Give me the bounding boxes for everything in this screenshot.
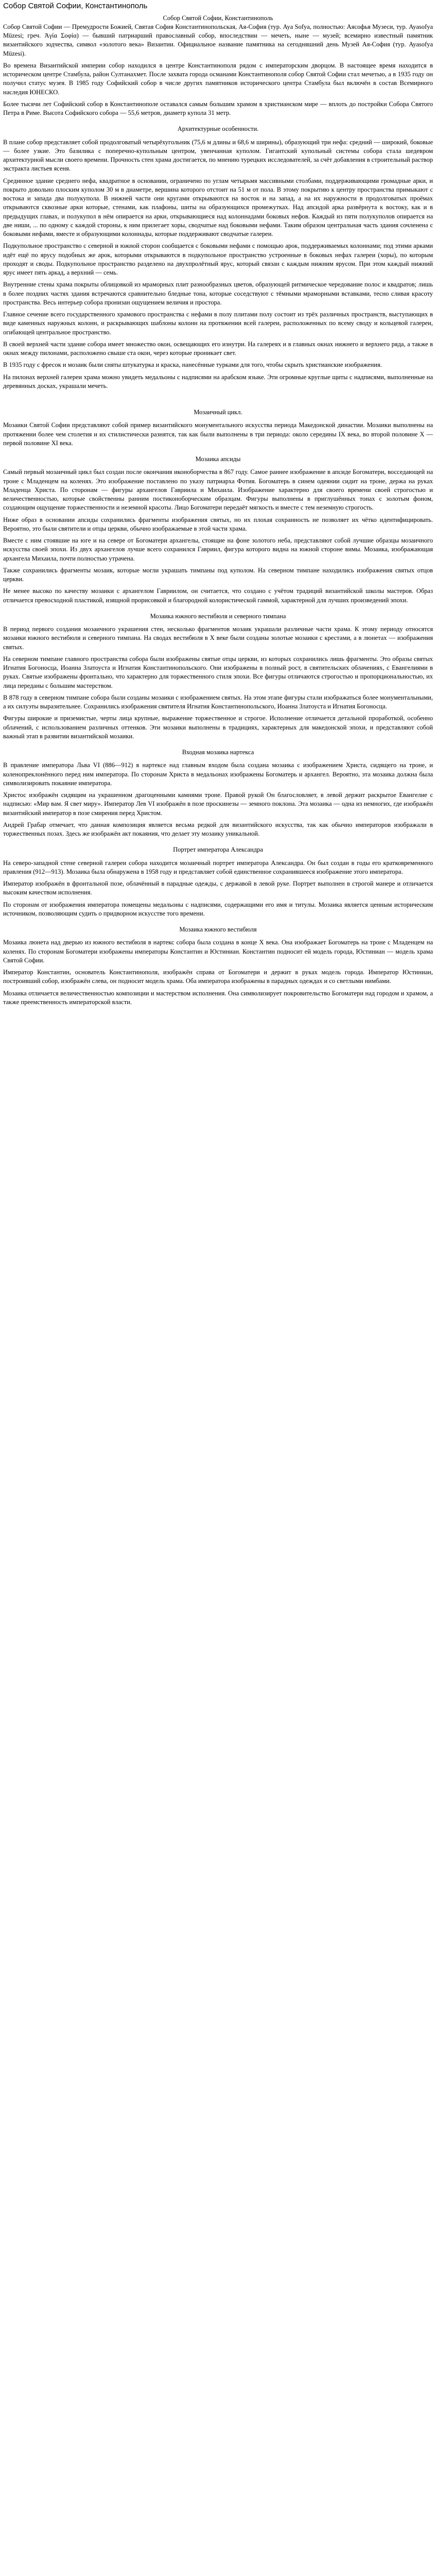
section-south-vestibule-mosaic: [3, 925, 433, 1007]
section-paragraph: На северном тимпане главного пространства собора были изображены святые отцы церкви, из которых сохранились лишь фрагменты. Это образы святых Игнатия Богоносца, Иоанна Златоуста и Игнатия Константинопольского. Они изображены в полный рост, в святительских облачениях, с Евангелиями в руках. Святые изображены фронтально, что характерно для торжественного стиля эпохи. Все фигуры отличаются строгостью и пропорциональностью, их лица переданы с большим мастерством.: [3, 655, 433, 689]
section-paragraph: В период первого создания мозаичного украшения стен, несколько фрагментов мозаик украшали различные части храма. К этому периоду относятся мозаики южного вестибюля и северного тимпана. На сводах вестибюля в X веке были созданы золотые мозаики с крестами, а в люнетах — изображения святых.: [3, 625, 433, 651]
section-paragraph: Император Константин, основатель Константинополя, изображён справа от Богоматери и держит в руках модель города. Император Юстиниан, построивший собор, изображён слева, он подносит модель храма. Оба императора изображены в парадных одеждах и со светлыми нимбами.: [3, 969, 433, 985]
section-paragraph: Также сохранились фрагменты мозаик, которые могли украшать тимпаны под куполом. На северном тимпане находились изображения святых отцов церкви.: [3, 566, 433, 583]
section-paragraph: Мозаика люнета над дверью из южного вестибюля в нартекс собора была создана в конце X века. Она изображает Богоматерь на троне с Младенцем на коленях. По сторонам Богоматери изображены императоры Константин и Юстиниан. Константин подносит ей модель города, Юстиниан — модель храма Святой Софии.: [3, 939, 433, 964]
section-paragraph: Император изображён в фронтальной позе, облачённый в парадные одежды, с державой в левой руке. Портрет выполнен в строгой манере и отличается высоким качеством исполнения.: [3, 880, 433, 896]
section-mosaic-cycle: [3, 408, 433, 448]
section-alexander-portrait: [3, 845, 433, 918]
section-title: Входная мозаика нартекса: [182, 749, 254, 756]
intro-paragraph: Во времена Византийской империи собор находился в центре Константинополя рядом с императорским дворцом. В настоящее время находится в историческом центре Стамбула, район Султанахмет. После захвата города османами Константинополя собор Святой Софии стал мечетью, а в 1935 году он получил статус музея. В 1985 году Софийский собор в числе других памятников исторического центра Стамбула был включён в состав Всемирного наследия ЮНЕСКО.: [3, 61, 433, 96]
section-paragraph: Вместе с ним стоявшие на юге и на севере от Богоматери архангелы, стоящие на фоне золотого неба, представляют собой лучшие образцы мозаичного искусства своей эпохи. Из двух архангелов лучше всего сохранился Гавриил, фигура которого видна на южной стороне вимы. Мозаика, изображающая архангела Михаила, почти полностью утрачена.: [3, 537, 433, 562]
section-narthex-mosaic: [3, 748, 433, 838]
section-title: Мозаика апсиды: [195, 455, 241, 463]
section-paragraph: Андрей Грабар отмечает, что данная композиция является весьма редкой для византийского искусства, так как обычно императоров изображали в торжественных позах. Здесь же изображён акт покаяния, что делает эту мозаику уникальной.: [3, 821, 433, 838]
section-paragraph: В 878 году в северном тимпане собора были созданы мозаики с изображением святых. На этом этапе фигуры стали изображаться более монументальными, а их силуэты выразительнее. Сохранились изображения святителя Игнатия Константинопольского, Иоанна Златоуста и Игнатия Богоносца.: [3, 693, 433, 710]
section-title: Мозаика южного вестибюля и северного тимпана: [150, 612, 286, 620]
section-paragraph: Христос изображён сидящим на украшенном драгоценными камнями троне. Правой рукой Он благословляет, в левой держит раскрытое Евангелие с надписью: «Мир вам. Я свет миру». Император Лев VI изображён в позе проскинезы — земного поклона. Эта мозаика — одна из немногих, где изображён византийский император в позе смирения перед Христом.: [3, 791, 433, 817]
section-paragraph: В плане собор представляет собой продолговатый четырёхугольник (75,6 м длины и 68,6 м ширины), образующий три нефа: средний — широкий, боковые — более узкие. Это базилика с поперечно-купольным центром, увенчанная куполом. Гигантский купольный системы собора стала шедевром архитектурной мысли своего времени. Прочность стен храма достигается, по мнению турецких исследователей, за счёт добавления в строительный раствор экстракта листьев ясеня.: [3, 138, 433, 173]
window-title: Собор Святой Софии, Константинополь: [3, 2, 148, 10]
section-title: Архитектурные особенности.: [177, 125, 259, 133]
section-paragraph: В 1935 году с фресок и мозаик были сняты штукатурка и краска, нанесённые турками для того, чтобы скрыть христианские изображения.: [3, 361, 382, 369]
section-paragraph: Внутренние стены храма покрыты облицовкой из мраморных плит разнообразных цветов, образующей ритмическое чередование полос и квадратов; лишь в более поздних частях здания встречаются сравнительно бледные тона, которые соседствуют с тёмными мраморными вставками, тесно сливая красоту пространства. Весь интерьер собора пронизан ощущением величия и простора.: [3, 281, 433, 306]
section-paragraph: По сторонам от изображения императора помещены медальоны с надписями, содержащими его имя и титулы. Мозаика является ценным историческим источником, позволяющим судить о придворном искусстве того времени.: [3, 901, 433, 917]
section-paragraph: Ниже образ в основании апсиды сохранились фрагменты изображения святых, но их плохая сохранность не позволяет их чётко идентифицировать. Вероятно, это были святители и отцы церкви, обычно изображаемые в этой части храма.: [3, 516, 433, 532]
section-paragraph: На северо-западной стене северной галереи собора находится мозаичный портрет императора Александра. Он был создан в годы его кратковременного правления (912—913). Мозаика была обнаружена в 1958 году и представляет собой единственное сохранившееся изображение этого императора.: [3, 859, 433, 875]
section-paragraph: Главное сечение всего государственного храмового пространства с нефами в полу плитами полу состоит из трёх различных пространств, выступающих в виде каменных наружных колонн, и раскрывающих шаблоны колонн на протяжении всей галереи, расположенных по всему своду и кольцевой галереи, огибающей центральное пространство.: [3, 311, 433, 336]
section-paragraph: Мозаики Святой Софии представляют собой пример византийского монументального искусства периода Македонской династии. Мозаики выполнены на протяжении более чем столетия и их стилистически разнятся, так как были выполнены в три периода: около середины IX века, во второй половине X — первой половине XI века.: [3, 421, 433, 447]
section-apse-mosaic: [3, 455, 433, 605]
section-paragraph: Не менее высоко по качеству мозаики с архангелом Гавриилом, он считается, что создано с учётом традиций византийской школы мастеров. Образ отличается превосходной пластикой, изящной прорисовкой и благородной колористической гаммой, характерной для лучших произведений эпохи.: [3, 587, 433, 604]
intro-paragraph: Более тысячи лет Софийский собор в Константинополе оставался самым большим храмом в христианском мире — вплоть до постройки Собора Святого Петра в Риме. Высота Софийского собора — 55,6 метров, диаметр купола 31 метр.: [3, 100, 433, 117]
section-paragraph: Самый первый мозаичный цикл был создан после окончания иконоборчества в 867 году. Самое раннее изображение в апсиде Богоматери, восседающей на троне с Младенцем на коленях. Это изображение поставлено по указу патриарха Фотия. Богоматерь в синем одеянии сидит на троне, держа на руках Младенца Христа. По сторонам — фигуры архангелов Гавриила и Михаила. Изображение характерно для своего времени своей строгостью и величественностью, которые свойственны ранним постиконоборческим образцам. Фигуры выполнены в приглушённых тонах с золотым фоном, создающим ощущение торжественности и неземной красоты. Лицо Богоматери передаёт мягкость и вместе с тем неземную строгость.: [3, 468, 433, 512]
section-paragraph: Срединное здание среднего нефа, квадратное в основании, ограничено по углам четырьмя массивными столбами, поддерживающими громадные арки, и покрыто довольно плоским куполом 30 м в диаметре, вершина которого отстоит на 51 м от пола. В этому покрытию к центру пространства примыкают с востока и запада два полукупола. В нижней части они кругами открываются на восток и на запад, а на их наружности в продолговатых проёмах открываются сквозные арки которые, стенами, как плафоны, шиты на образующихся промежутках. Над апсидой арка развёрнута к востоку, как и в предыдущих главах, и полукупол в нём опирается на арки, открывающиеся над колоннадами боковых нефов. Каждый из пяти полукуполов опирается на две ниши, ... по одному с каждой стороны, к ним прилегает хоры, сводчатые над боковыми нефами. Таким образом центральная часть здания сочленена с боковыми нефами, вместе и образующими колоннады, которые поддерживают сводчатые галереи.: [3, 177, 433, 238]
section-south-vestibule-tympanum: [3, 612, 433, 741]
section-paragraph: Мозаика отличается величественностью композиции и мастерством исполнения. Она символизирует покровительство Богоматери над городом и храмом, а также преемственность императорской власти.: [3, 989, 433, 1006]
intro-block: [3, 23, 433, 118]
section-paragraph: В правление императора Льва VI (886—912) в нартексе над главным входом была создана мозаика с изображением Христа, сидящего на троне, и коленопреклонённого перед ним императора. По сторонам Христа в медальонах изображены Богоматерь и архангел. Вероятно, эта мозаика должна была символизировать покаяние императора.: [3, 761, 433, 787]
section-title: Портрет императора Александра: [173, 846, 263, 854]
section-paragraph: На пилонах верхней галереи храма можно увидеть медальоны с надписями на арабском языке. Эти огромные круглые щиты с надписями, выполненные на деревянных досках, украшали мечеть.: [3, 373, 433, 389]
section-title: Мозаика южного вестибюля: [179, 926, 257, 934]
section-paragraph: Подкупольное пространство с северной и южной сторон сообщается с боковыми нефами с помощью арок, поддерживаемых колоннами; под этими арками идёт ещё по ярусу подобных же арок, которыми открываются в подкупольное пространство устроенные в боковых нефах галереи (хоры), по которым проходят и своды. Подкупольное пространство разделено на двухпролётный ярус, который связан с каждым нижним ярусом. При этом каждый нижний ярус имеет пять аркад, а верхний — семь.: [3, 242, 433, 277]
section-paragraph: Фигуры широкие и приземистые, черты лица крупные, выражение торжественное и строгое. Исполнение отличается детальной проработкой, особенно облачений, с использованием различных оттенков. Эти мозаики выполнены в традициях, характерных для македонской эпохи, и представляют собой важный этап в развитии византийской мозаики.: [3, 715, 433, 740]
section-title: Мозаичный цикл.: [194, 409, 242, 416]
header-center-title: Собор Святой Софии, Константинополь: [163, 14, 273, 22]
document-page: [0, 1, 436, 1020]
section-paragraph: В своей верхней части здание собора имеет множество окон, освещающих его изнутри. На галереях и в главных окнах нижнего и верхнего ряда, а также в окнах между пилонами, расположено свыше ста окон, через которые проникает свет.: [3, 340, 433, 357]
intro-paragraph: Собор Святой Софии — Премудрости Божией, Святая София Константинопольская, Ая-София (тур. Aya Sofya, полностью: Аясофья Музеси, тур. Ayasofya Müzesi; греч. Ἁγία Σοφία) — бывший патриарший православный собор, впоследствии — мечеть, ныне — музей; всемирно известный памятник византийского зодчества, символ «золотого века» Византии. Официальное название памятника на сегодняшний день Музей Ая-София (тур. Ayasofya Müzesi).: [3, 23, 433, 57]
section-architecture: [3, 125, 433, 391]
